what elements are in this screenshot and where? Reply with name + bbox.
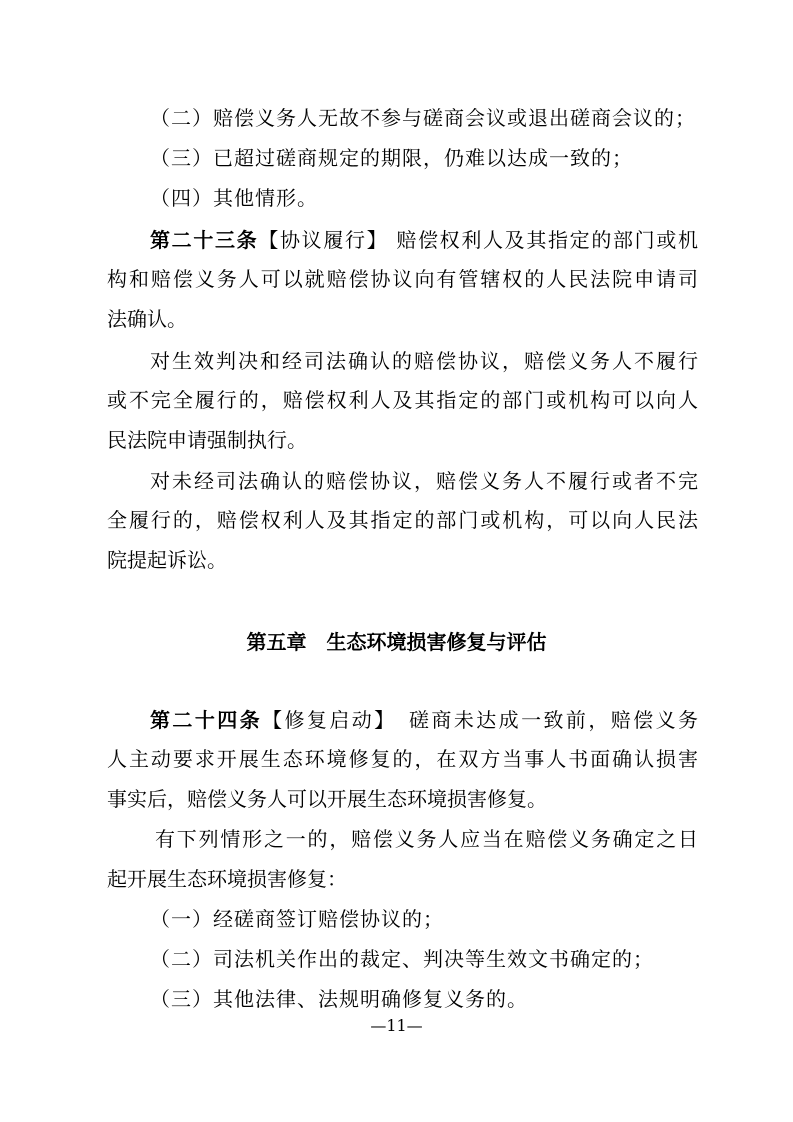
article-23-line (150, 227, 698, 253)
paragraph-line: 对未经司法确认的赔偿协议，赔偿义务人不履行或者不完 (150, 469, 698, 493)
article-text: 磋商未达成一致前，赔偿义务 (386, 708, 699, 732)
paragraph-line: 事实后，赔偿义务人可以开展生态环境损害修复。 (107, 787, 547, 811)
list-item: （一）经磋商签订赔偿协议的； (150, 907, 444, 931)
article-number: 第二十四条 (150, 708, 263, 732)
paragraph-line: 法确认。 (107, 307, 187, 331)
article-24-line (150, 707, 698, 733)
article-tag: 【协议履行】 (258, 228, 389, 252)
chapter-heading: 第五章 生态环境损害修复与评估 (246, 630, 547, 654)
list-item: （三）已超过磋商规定的期限，仍难以达成一致的； (150, 146, 633, 170)
article-number: 第二十三条 (150, 228, 259, 252)
paragraph-line: 对生效判决和经司法确认的赔偿协议，赔偿义务人不履行 (150, 349, 698, 373)
article-text: 赔偿权利人及其指定的部门或机 (388, 228, 699, 252)
paragraph-line: 构和赔偿义务人可以就赔偿协议向有管辖权的人民法院申请司 (107, 267, 698, 291)
paragraph-line: 人主动要求开展生态环境修复的，在双方当事人书面确认损害 (107, 747, 698, 771)
article-tag: 【修复启动】 (262, 708, 387, 732)
paragraph-line: 全履行的，赔偿权利人及其指定的部门或机构，可以向人民法 (107, 508, 698, 532)
paragraph-line: 民法院申请强制执行。 (107, 428, 307, 452)
list-item: （二）司法机关作出的裁定、判决等生效文书确定的； (150, 947, 654, 971)
paragraph-line: 院提起诉讼。 (107, 548, 227, 572)
paragraph-line: 有下列情形之一的，赔偿义务人应当在赔偿义务确定之日 (155, 827, 698, 851)
list-item: （三）其他法律、法规明确修复义务的。 (150, 987, 528, 1011)
page-number: —11— (370, 1016, 423, 1035)
paragraph-line: 或不完全履行的，赔偿权利人及其指定的部门或机构可以向人 (107, 388, 698, 412)
list-item: （四）其他情形。 (150, 186, 318, 210)
paragraph-line: 起开展生态环境损害修复： (107, 867, 347, 891)
list-item: （二）赔偿义务人无故不参与磋商会议或退出磋商会议的； (150, 106, 696, 130)
